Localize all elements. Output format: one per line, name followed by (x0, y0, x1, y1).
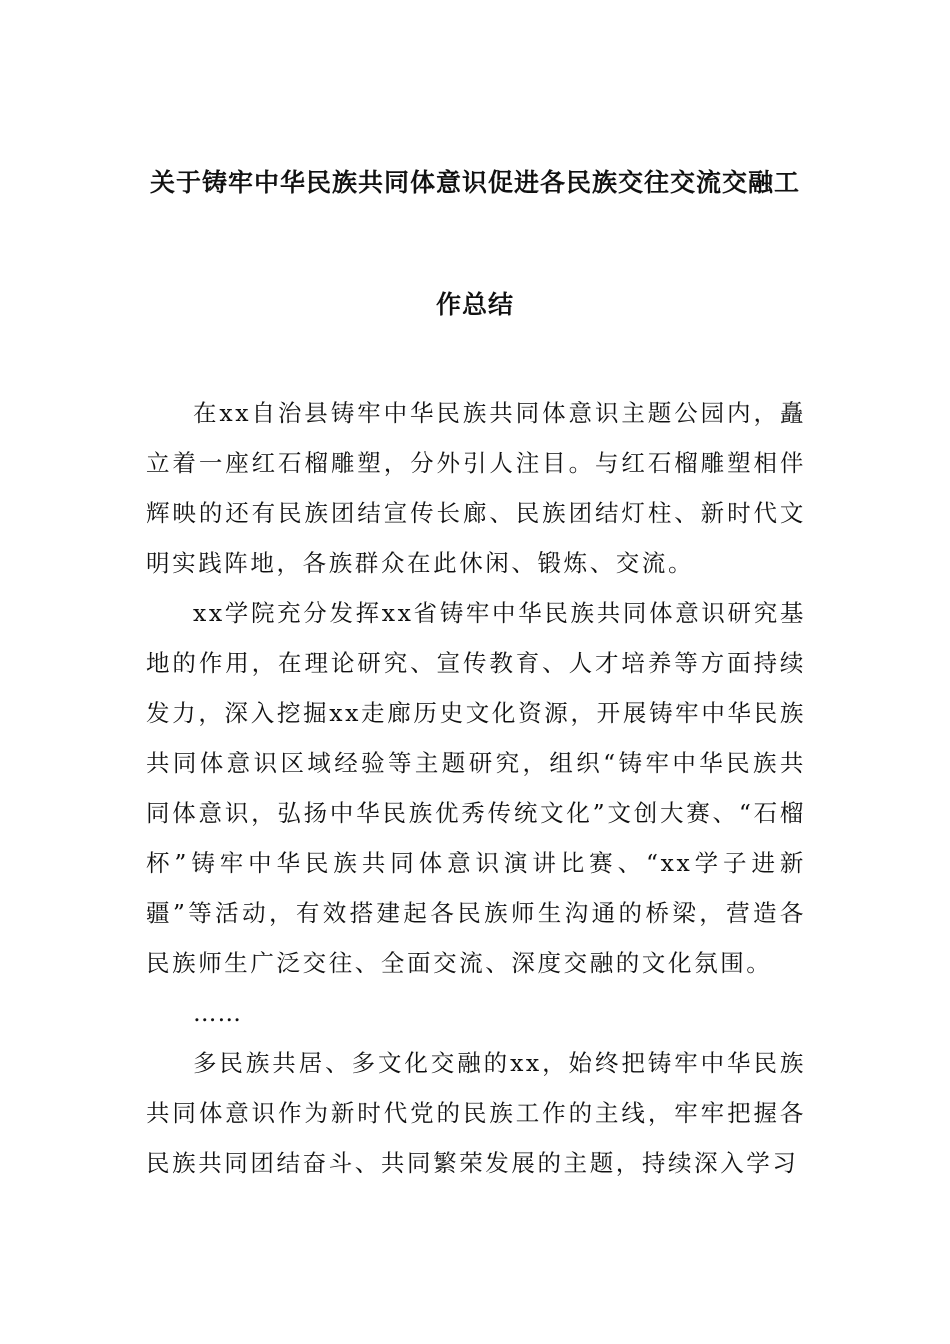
document-body (146, 388, 806, 1188)
body-paragraph-3: 多民族共居、多文化交融的xx，始终把铸牢中华民族共同体意识作为新时代党的民族工作的主线，牢牢把握各民族共同团结奋斗、共同繁荣发展的主题，持续深入学习 (146, 1049, 806, 1177)
body-paragraph-1: 在xx自治县铸牢中华民族共同体意识主题公园内，矗立着一座红石榴雕塑，分外引人注目。与红石榴雕塑相伴辉映的还有民族团结宣传长廊、民族团结灯柱、新时代文明实践阵地，各族群众在此休闲、锻炼、交流。 (146, 399, 806, 577)
body-paragraph-2: xx学院充分发挥xx省铸牢中华民族共同体意识研究基地的作用，在理论研究、宣传教育、人才培养等方面持续发力，深入挖掘xx走廊历史文化资源，开展铸牢中华民族共同体意识区域经验等主题研究，组织“铸牢中华民族共同体意识，弘扬中华民族优秀传统文化”文创大赛、“石榴杯”铸牢中华民族共同体意识演讲比赛、“xx学子进新疆”等活动，有效搭建起各民族师生沟通的桥梁，营造各民族师生广泛交往、全面交流、深度交融的文化氛围。 (146, 599, 806, 977)
body-ellipsis: …… (193, 999, 242, 1027)
document-title-line-1: 关于铸牢中华民族共同体意识促进各民族交往交流交融工 (149, 168, 800, 197)
document-title-line-2: 作总结 (435, 290, 514, 319)
